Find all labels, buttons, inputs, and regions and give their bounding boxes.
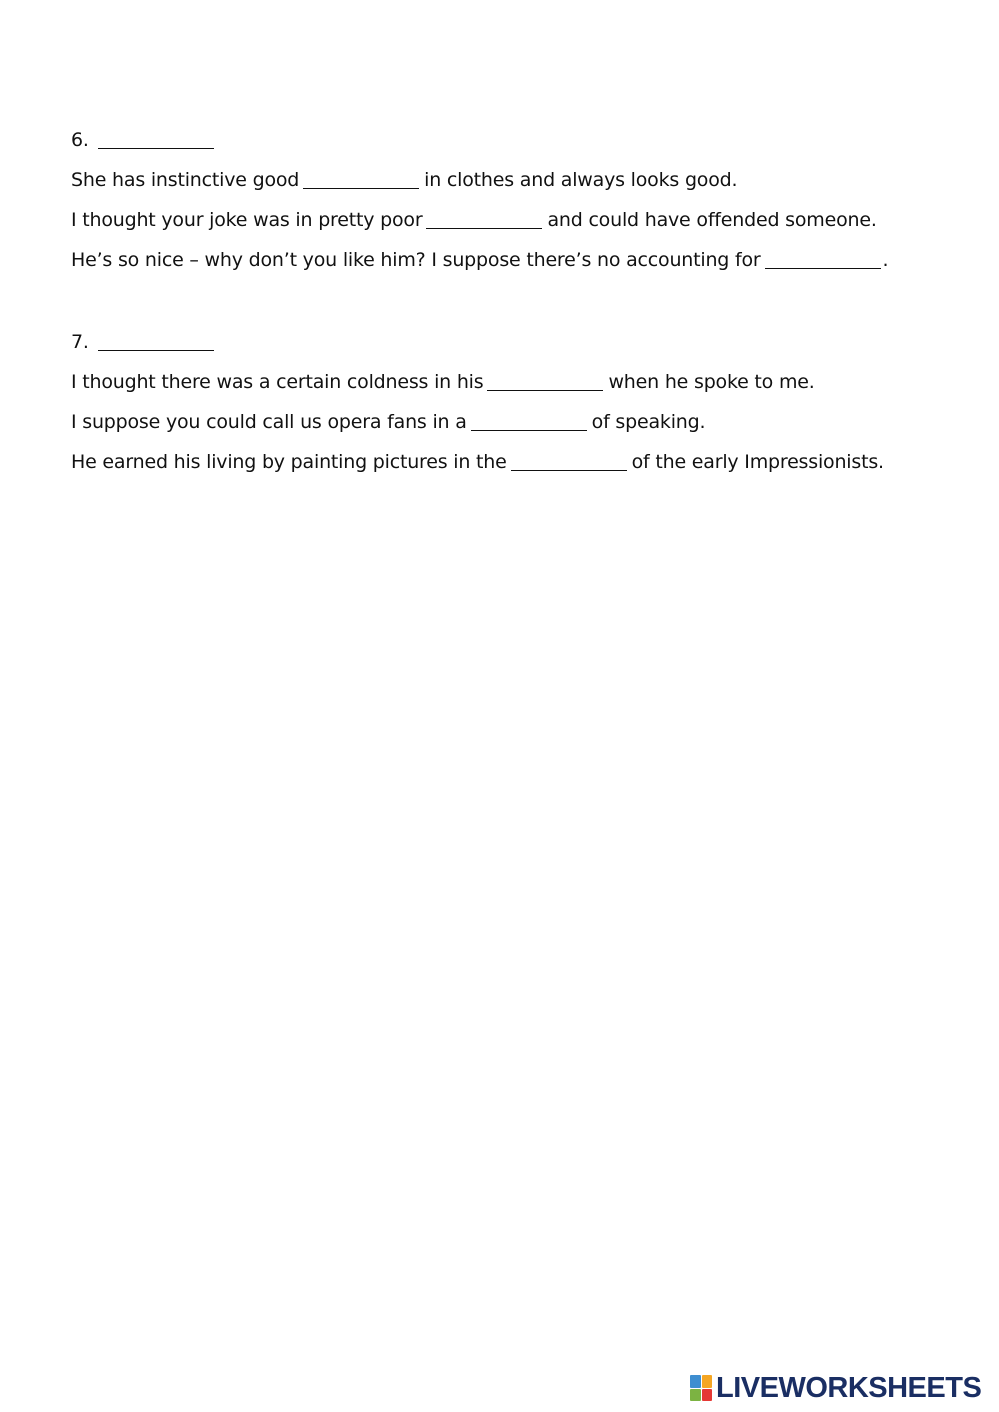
sentence-after: of speaking.: [591, 411, 706, 433]
sentence-after: of the early Impressionists.: [631, 451, 884, 473]
gap-blank: [511, 470, 627, 472]
sentence-after: in clothes and always looks good.: [424, 169, 738, 191]
logo-tile: [690, 1375, 701, 1388]
sentence-before: She has instinctive good: [71, 169, 300, 191]
sentence-before: I thought your joke was in pretty poor: [71, 209, 423, 231]
question-number: 7.: [71, 331, 89, 353]
sentence-before: He earned his living by painting pictures in the: [71, 451, 507, 473]
sentence: [71, 402, 951, 442]
sentence: [71, 160, 951, 200]
sentence-before: I thought there was a certain coldness in his: [71, 371, 484, 393]
sentence: [71, 442, 951, 482]
sentence-before: He’s so nice – why don’t you like him? I suppose there’s no accounting for: [71, 249, 761, 271]
question-header: [71, 120, 951, 160]
question-header: [71, 322, 951, 362]
answer-blank[interactable]: [98, 148, 214, 150]
question-6: [71, 120, 951, 280]
logo-tile: [702, 1389, 713, 1402]
logo-tile: [702, 1375, 713, 1388]
logo-tile: [690, 1389, 701, 1402]
answer-blank[interactable]: [98, 350, 214, 352]
sentence-after: when he spoke to me.: [608, 371, 815, 393]
gap-blank: [487, 390, 603, 392]
question-7: [71, 322, 951, 482]
liveworksheets-logo-icon: [690, 1375, 712, 1401]
gap-blank: [303, 188, 419, 190]
sentence-after: .: [882, 249, 889, 271]
sentence-before: I suppose you could call us opera fans in a: [71, 411, 467, 433]
gap-blank: [426, 228, 542, 230]
question-number: 6.: [71, 129, 89, 151]
worksheet: [71, 120, 951, 524]
liveworksheets-brand: [690, 1372, 981, 1404]
sentence: [71, 200, 951, 240]
brand-text: LIVEWORKSHEETS: [716, 1371, 982, 1404]
sentence: [71, 362, 951, 402]
gap-blank: [471, 430, 587, 432]
gap-blank: [765, 268, 881, 270]
sentence: [71, 240, 951, 280]
sentence-after: and could have offended someone.: [547, 209, 877, 231]
